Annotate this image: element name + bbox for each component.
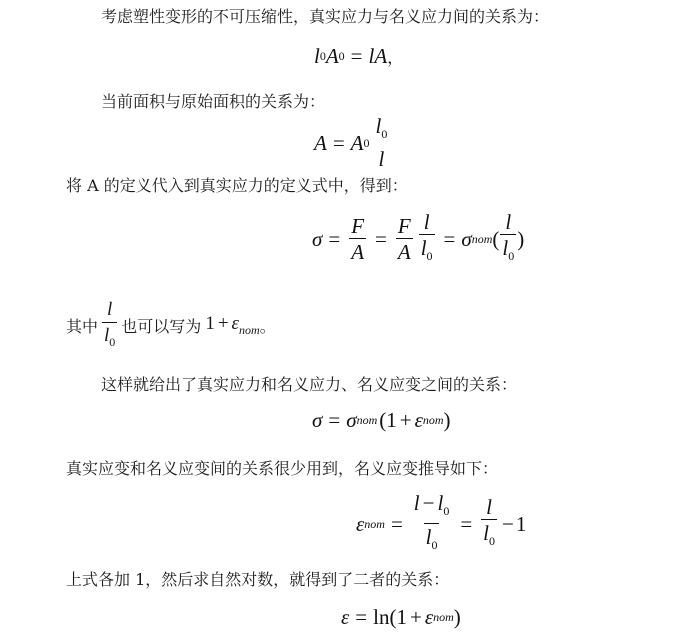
right-paren: ) bbox=[453, 605, 461, 629]
sub-0: 0 bbox=[443, 504, 450, 518]
sub-0: 0 bbox=[381, 127, 388, 141]
equation-area-relation bbox=[314, 114, 392, 172]
sub-0: 0 bbox=[489, 534, 496, 548]
right-paren: ) bbox=[517, 227, 525, 251]
paragraph-add-one-take-log: 上式各加 1，然后求自然对数，就得到了二者的关系： bbox=[66, 570, 450, 589]
sym-one: 1 bbox=[386, 408, 397, 432]
sym-l: l bbox=[420, 236, 427, 260]
equals-sign: = bbox=[355, 605, 368, 629]
equals-sign: = bbox=[328, 408, 341, 432]
sub-0: 0 bbox=[338, 49, 345, 63]
equals-sign: = bbox=[390, 512, 403, 536]
fraction-F-over-A bbox=[396, 214, 413, 265]
fraction-l-over-l0 bbox=[481, 495, 497, 554]
sym-l: l bbox=[378, 147, 385, 171]
paragraph-stress-relation: 这样就给出了真实应力和名义应力、名义应变之间的关系： bbox=[101, 375, 518, 394]
fraction-l0-over-l bbox=[374, 114, 390, 172]
sym-A: A bbox=[374, 44, 388, 68]
fraction-F-over-A bbox=[349, 214, 366, 265]
sym-l: l bbox=[505, 210, 512, 234]
sub-nom: nom bbox=[356, 413, 378, 427]
sub-nom: nom bbox=[364, 517, 385, 531]
equation-true-stress bbox=[312, 210, 524, 269]
sym-l: l bbox=[314, 44, 320, 68]
equation-true-vs-nominal-stress bbox=[312, 408, 451, 433]
right-paren: ) bbox=[443, 408, 451, 432]
sym-epsilon: ε bbox=[341, 605, 350, 629]
comma: ， bbox=[387, 50, 404, 67]
sym-l: l bbox=[437, 491, 444, 515]
sym-one: 1 bbox=[515, 512, 527, 536]
sym-l: l bbox=[486, 495, 493, 519]
fraction-l-minus-l0-over-l0 bbox=[412, 491, 452, 558]
sym-l: l bbox=[425, 525, 432, 549]
function-ln: ln bbox=[373, 605, 390, 629]
sub-nom: nom bbox=[422, 413, 444, 427]
fraction-l-over-l0 bbox=[500, 210, 516, 269]
equation-volume-constancy bbox=[314, 44, 403, 69]
sym-l: l bbox=[375, 114, 382, 138]
sym-l: l bbox=[502, 236, 509, 260]
sym-l: l bbox=[368, 44, 375, 68]
equals-sign: = bbox=[328, 227, 341, 251]
minus-sign: − bbox=[422, 491, 435, 515]
equals-sign: = bbox=[375, 227, 387, 251]
sym-epsilon: ε bbox=[424, 605, 434, 629]
sub-0: 0 bbox=[319, 49, 326, 63]
paragraph-incompressibility: 考虑塑性变形的不可压缩性，真实应力与名义应力间的关系为： bbox=[101, 7, 550, 26]
sym-one: 1 bbox=[205, 312, 215, 334]
sym-A: A bbox=[314, 130, 327, 155]
minus-sign: − bbox=[502, 512, 514, 536]
sym-A: A bbox=[350, 130, 364, 155]
sym-A: A bbox=[325, 44, 339, 68]
equals-sign: = bbox=[460, 512, 473, 536]
paragraph-ratio-rewrite bbox=[66, 298, 276, 355]
fraction-l-over-l0 bbox=[102, 298, 117, 355]
equals-sign: = bbox=[443, 227, 456, 251]
sym-sigma: σ bbox=[346, 408, 357, 432]
equals-sign: = bbox=[350, 44, 363, 68]
equation-nominal-strain bbox=[356, 491, 526, 558]
sym-sigma: σ bbox=[461, 227, 472, 251]
sym-sigma: σ bbox=[312, 227, 323, 251]
sub-0: 0 bbox=[426, 249, 433, 263]
equals-sign: = bbox=[332, 130, 345, 155]
sym-l: l bbox=[107, 299, 113, 320]
sub-0: 0 bbox=[363, 135, 370, 150]
sym-A: A bbox=[397, 240, 411, 264]
sym-epsilon: ε bbox=[231, 312, 240, 334]
left-paren: ( bbox=[492, 227, 500, 251]
fraction-l-over-l0 bbox=[419, 210, 435, 269]
sub-nom: nom bbox=[471, 232, 493, 246]
left-paren: ( bbox=[389, 605, 397, 629]
text-period: 。 bbox=[259, 316, 276, 336]
text-qizhong: 其中 bbox=[66, 316, 99, 336]
plus-sign: + bbox=[409, 605, 422, 629]
equation-true-strain bbox=[341, 605, 461, 630]
sym-epsilon: ε bbox=[356, 512, 365, 536]
sym-F: F bbox=[351, 214, 365, 238]
sub-0: 0 bbox=[508, 249, 515, 263]
sub-0: 0 bbox=[109, 335, 116, 349]
sym-one: 1 bbox=[396, 605, 407, 629]
sub-0: 0 bbox=[431, 538, 438, 552]
sub-nom: nom bbox=[239, 322, 260, 337]
sym-l: l bbox=[423, 210, 430, 234]
paragraph-substitute-A: 将 A 的定义代入到真实应力的定义式中，得到： bbox=[66, 176, 408, 195]
sym-epsilon: ε bbox=[414, 408, 423, 432]
sym-A: A bbox=[351, 240, 365, 264]
sym-sigma: σ bbox=[312, 408, 323, 432]
sym-l: l bbox=[104, 325, 110, 346]
sub-nom: nom bbox=[433, 610, 454, 624]
paragraph-area-relation: 当前面积与原始面积的关系为： bbox=[101, 92, 326, 111]
left-paren: ( bbox=[379, 408, 387, 432]
expr-one-plus-eps-nom bbox=[205, 314, 259, 340]
plus-sign: + bbox=[399, 408, 412, 432]
plus-sign: + bbox=[217, 312, 229, 334]
text-can-be-written: 也可以写为 bbox=[121, 316, 202, 336]
paragraph-nominal-strain-derivation: 真实应变和名义应变间的关系很少用到，名义应变推导如下： bbox=[66, 459, 499, 478]
sym-l: l bbox=[413, 491, 420, 515]
sym-l: l bbox=[483, 521, 490, 545]
sym-F: F bbox=[397, 214, 411, 238]
